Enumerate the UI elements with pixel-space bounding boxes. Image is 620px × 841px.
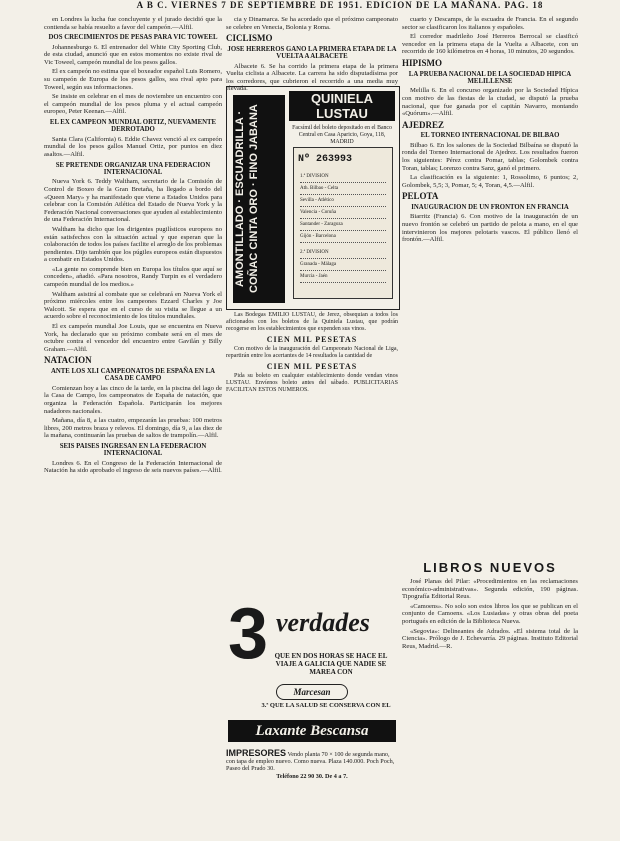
headline: ANTE LOS XLI CAMPEONATOS DE ESPAÑA EN LA CASA DE CAMPO (50, 368, 216, 383)
quiniela-ticket (293, 147, 393, 299)
headline: EL EX CAMPEON MUNDIAL ORTIZ, NUEVAMENTE DERROTADO (49, 118, 217, 134)
article-text: José Planas del Pilar: «Procedimientos en las reclamaciones económico-administrativas». Segunda edición, 190 páginas. Tipografía Editorial Reus. (402, 578, 578, 601)
ticket-row: Gijón - Barcelona (300, 234, 386, 243)
headline: SEIS PAISES INGRESAN EN LA FEDERACION INTERNACIONAL (59, 442, 207, 458)
headline: DOS CRECIMIENTOS DE PESAS PARA VIC TOWEEL (48, 34, 218, 42)
laxante-bescansa-logo: Laxante Bescansa (228, 720, 396, 742)
ad-number: 3 (228, 594, 269, 674)
ad-text: Con motivo de la inauguración del Campeonato Nacional de Liga, repartirán entre los acertantes de 14 resultados la cantidad de (226, 346, 398, 359)
article-text: Bilbao 6. En los salones de la Sociedad Bilbaína se disputó la ronda del Torneo Internacional de Ajedrez. Los resultados fueron los siguientes: Pérez contra Pomar, tablas; Golombek contra Toran, tablas; Lorenzo contra Sanz, ganó el primero. (402, 141, 578, 172)
ad-prize: CIEN MIL PESETAS (266, 362, 358, 371)
ad-text: Las Bodegas EMILIO LUSTAU, de Jerez, obsequian a todos los aficionados con los boletos de la Quiniela Lustau, que podrán recogerse en los establecimientos que expenden sus vinos. (226, 312, 398, 332)
ticket-row: Sevilla - Atlético (300, 198, 386, 207)
ticket-row: Granada - Málaga (300, 262, 386, 271)
article-text: Waltham ha dicho que los dirigentes pugilísticos europeos no están satisfechos con la situación actual y que esperan que la colaboración de todos los países facilite el arreglo de los problemas pendientes. Dijo también que los púgiles europeos están dispuestos a combatir en Estados Unidos. (44, 225, 222, 264)
article-text: cuarto y Descamps, de la escuadra de Francia. En el segundo sector se clasificaron los italianos y españoles. (402, 16, 578, 31)
article-text: Londres 6. En el Congreso de la Federación Internacional de Natación ha sido aprobado el ingreso de seis nuevos países.—Alfil. (44, 459, 222, 475)
ad-subtitle: Facsímil del boleto depositado en el Banco Central en Casa Aparicio, Goya, 118, MADRID (292, 125, 392, 145)
section-title: HIPISMO (402, 57, 443, 68)
ticket-row: 1.ª DIVISION (300, 174, 386, 183)
article-text: La clasificación es la siguiente: 1, Rossolimo, 6 puntos; 2, Golombek, 5,5; 3, Pomar, 5; 4, Toran, 4,5.—Alfil. (402, 174, 578, 189)
ticket-row: Murcia - Jaén (300, 274, 386, 283)
article-text: «Camoens». No solo son estos libros los que se publican en el conjunto de Camoens. «Los Lusiadas» y otras obras del poeta portugués en edición de la Biblioteca Nueva. (402, 602, 578, 625)
article-text: Mañana, día 8, a las cuatro, empezarán las pruebas: 100 metros libres, 200 metros braza y relevos. El domingo, día 9, a las diez de la mañana, continuarán las pruebas de saltos de trampolín.—Alfil. (44, 417, 222, 440)
article-text: El corredor madrileño José Herreros Berrocal se clasificó vencedor en la primera etapa de la Vuelta a Albacete, con un recorrido de 160 kilómetros en 4 horas, 10 minutos, 20 segundos. (402, 33, 578, 56)
column-2-top (226, 16, 398, 93)
marcesan-logo: Marcesan (276, 684, 348, 700)
ad-prize: CIEN MIL PESETAS (266, 335, 358, 344)
classified-phone: Teléfono 22 90 30. De 4 a 7. (276, 772, 348, 780)
article-text: Johannesburgo 6. El entrenador del White City Sporting Club, de esta ciudad, anunció que en estos momentos no existe rival de Vic Toweel, campeón mundial de los pesos gallos. (44, 43, 222, 66)
ticket-row: Valencia - Coruña (300, 210, 386, 219)
quiniela-lustau-ad (226, 86, 400, 310)
ticket-row: Santander - Zaragoza (300, 222, 386, 231)
ad-text: 3.ª QUE LA SALUD SE CONSERVA CON EL (261, 702, 391, 709)
impresores-classified (226, 750, 398, 834)
article-text: Se insiste en celebrar en el mes de noviembre un encuentro con el campeón mundial de los pesos pluma y el actual campeón europeo, Peter Keenan.—Alfil. (44, 93, 222, 116)
article-text: Melilla 6. En el concurso organizado por la Sociedad Hípica con motivo de las fiestas de la ciudad, se disputó la prueba nacional, que fue ganada por el capitán Navarro, montando «Quórum».—Alfil. (402, 87, 578, 118)
article-text: El ex campeón no estima que el boxeador español Luis Romero, su campeón de Europa de los pesos gallos, sea rival apto para Toweel, según sus informaciones. (44, 68, 222, 91)
quiniela-ad-text (226, 312, 398, 568)
article-text: Biarritz (Francia) 6. Con motivo de la inauguración de un nuevo frontón se celebró un partido de pelota a mano, en el que intervinieron los mejores pelotaris vascos. El público llenó el frontón.—Alfil. (402, 213, 578, 244)
libros-nuevos-title: LIBROS NUEVOS (423, 560, 557, 575)
article-text: Santa Clara (California) 6. Eddie Chavez venció al ex campeón mundial de los pesos gallos Manuel Ortiz, por puntos en diez asaltos.—Alfil. (44, 135, 222, 158)
section-title: AJEDREZ (402, 119, 445, 130)
section-title: CICLISMO (226, 33, 273, 44)
libros-nuevos-column (402, 578, 578, 836)
ticket-row: 2.ª DIVISION (300, 250, 386, 259)
ticket-row: Ath. Bilbao - Celta (300, 186, 386, 195)
article-text: «Segovia»: Delineantes de Adrados. «El sistema total de la Ciencia». Prólogo de J. Echevarría. 29 páginas. Instituto Editorial Reus, Madrid.—R. (402, 627, 578, 650)
article-text: «La gente no comprende bien en Europa los títulos que aquí se conceden», añadió. «Para nosotros, Randy Turpin es el verdadero campeón mundial de los medios.» (44, 265, 222, 289)
column-1 (44, 16, 222, 836)
article-text: Nueva York 6. Teddy Waltham, secretario de la Comisión de Control de Boxeo de la Gran Bretaña, ha llegado a bordo del «Queen Mary» y ha manifestado que viene a Estados Unidos para celebrar con la Comisión Atlética del Estado de Nueva York y la Federación Nacional conversaciones que ayuden al establecimiento de una Federación Internacional. (44, 178, 222, 224)
ad-text: Pida su boleto en cualquier establecimiento donde vendan vinos LUSTAU. Envíenos boleto antes del sábado. PUBLICITARIAS FACILITAN ESTOS NUMEROS. (226, 373, 398, 393)
headline: EL TORNEO INTERNACIONAL DE BILBAO (420, 132, 560, 140)
page-header: A B C. VIERNES 7 DE SEPTIEMBRE DE 1951. EDICION DE LA MAÑANA. PAG. 18 (136, 0, 544, 10)
headline: INAUGURACION DE UN FRONTON EN FRANCIA (411, 203, 569, 211)
classified-title: IMPRESORES (226, 748, 287, 758)
headline: SE PRETENDE ORGANIZAR UNA FEDERACION INTERNACIONAL (55, 161, 211, 176)
ad-headline: verdades (276, 608, 370, 637)
column-3 (402, 16, 578, 556)
article-text: El ex campeón mundial Joe Louis, que se encuentra en Nueva York, ha declarado que su próximo combate será en el mes de octubre contra el vencedor del encuentro entre Gavilán y Billy Graham.—Alfil. (44, 323, 222, 353)
ad-side-bar: AMONTILLADO · ESCUADRILLA · COÑAC CINTA ORO · FINO JABANA (233, 95, 285, 303)
section-title: PELOTA (402, 191, 439, 202)
tres-verdades-ad (226, 594, 398, 748)
section-title: NATACION (44, 355, 92, 366)
ad-title: QUINIELA LUSTAU (289, 91, 395, 121)
ticket-number: Nº 263993 (298, 154, 353, 165)
headline: LA PRUEBA NACIONAL DE LA SOCIEDAD HIPICA MELILLENSE (408, 70, 572, 85)
article-text: en Londres la lucha fue concluyente y el jurado decidió que la contienda se había resuelto a favor del campeón.—Alfil. (44, 16, 222, 31)
classified-text: Vendo planta 70 × 100 de segunda mano, con tapa de empleo nuevo. Como nueva. Plaza 140.000. Poch Poch, Paseo del Prado 30. (226, 751, 395, 773)
article-text: Comienzan hoy a las cinco de la tarde, en la piscina del lago de la Casa de Campo, los campeonatos de España de natación, que organiza la Federación Española. Participarán los mejores nadadores nacionales. (44, 384, 222, 415)
ad-text: QUE EN DOS HORAS SE HACE EL VIAJE A GALICIA QUE NADIE SE MAREA CON (274, 652, 388, 676)
article-text: Waltham asistirá al combate que se celebrará en Nueva York el próximo miércoles entre los campeones Ezzard Charles y Joe Walcott. Se espera que en el curso de su visita se llegue a un acuerdo sobre el reconocimiento de los títulos mundiales. (44, 290, 222, 321)
headline: JOSE HERREROS GANO LA PRIMERA ETAPA DE LA VUELTA A ALBACETE (227, 45, 397, 61)
article-text: Albacete 6. Se ha corrido la primera etapa de la primera Vuelta ciclista a Albacete. La carrera ha sido disputadísima por los corredores, que cubrieron el recorrido a una media muy elevada. (226, 62, 398, 93)
article-text: cia y Dinamarca. Se ha acordado que el próximo campeonato se celebre en Venecia, Bolonia y Roma. (226, 16, 398, 31)
